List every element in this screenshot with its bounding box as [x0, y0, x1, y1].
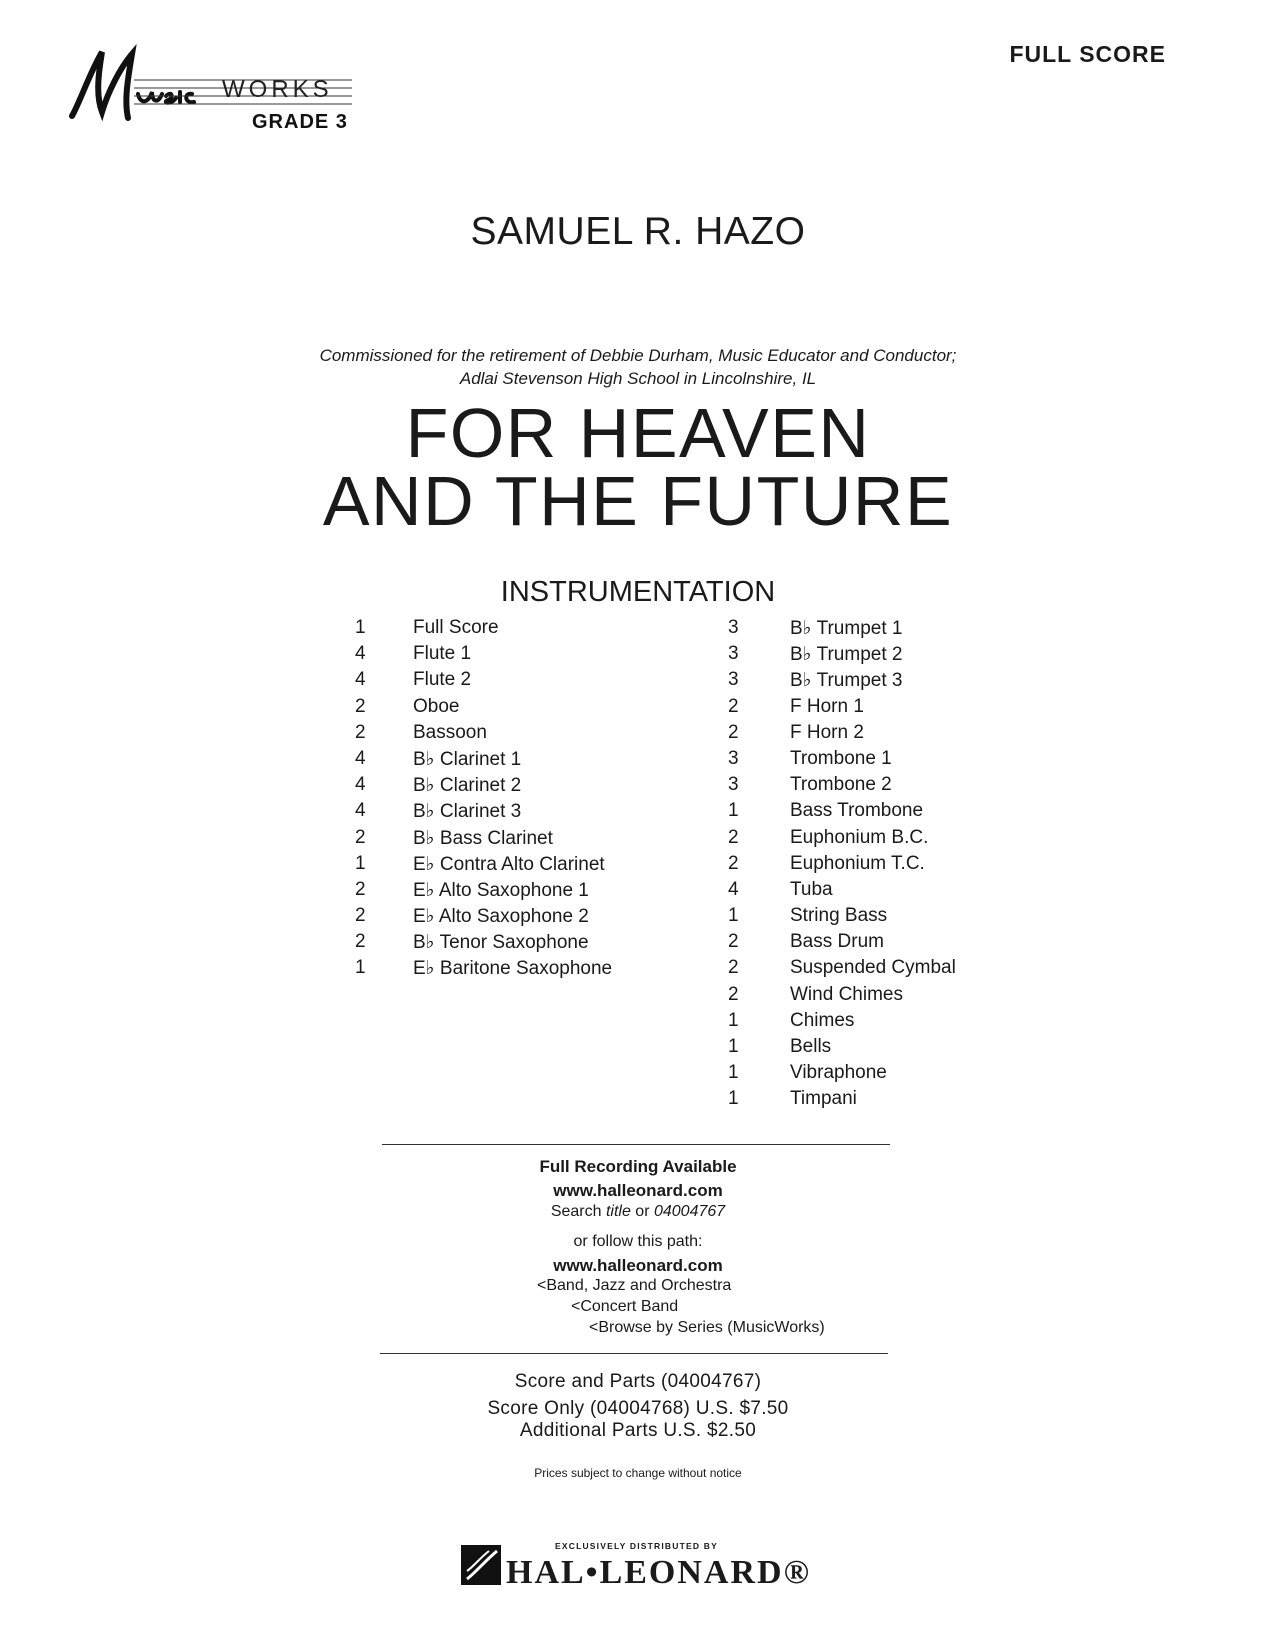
instrument-name: Wind Chimes	[790, 983, 903, 1005]
instrument-name: B♭ Tenor Saxophone	[413, 932, 589, 954]
instrument-count: 2	[728, 695, 739, 717]
instrument-count: 2	[355, 878, 366, 900]
instrument-count: 3	[728, 643, 739, 665]
instrument-name: B♭ Trumpet 1	[790, 618, 903, 639]
search-title: title	[605, 1203, 631, 1220]
instrument-count: 1	[728, 800, 739, 822]
instrument-count: 2	[355, 695, 366, 717]
instrument-name: Chimes	[790, 1009, 855, 1031]
piece-title-line: AND THE FUTURE	[322, 462, 954, 540]
instrument-name: Bells	[790, 1036, 832, 1057]
pricing-line: Score and Parts (04004767)	[514, 1371, 762, 1392]
instrument-name: Euphonium B.C.	[790, 826, 929, 848]
instrument-name: Timpani	[790, 1088, 857, 1110]
instrument-count: 1	[355, 852, 366, 874]
instrument-name: Trombone 2	[790, 774, 892, 796]
instrument-name: Oboe	[413, 695, 460, 717]
instrument-name: String Bass	[790, 905, 888, 927]
instrument-name: Flute 1	[413, 643, 472, 665]
instrument-count: 1	[355, 957, 366, 979]
instrument-name: B♭ Clarinet 1	[413, 748, 522, 770]
instrument-count: 2	[355, 826, 366, 848]
instrument-count: 1	[355, 617, 366, 638]
instrument-count: 1	[728, 1036, 739, 1057]
instrument-count: 2	[728, 931, 739, 953]
instrument-count: 4	[355, 669, 366, 691]
instrument-count: 2	[728, 957, 739, 979]
instrument-name: Full Score	[413, 617, 499, 638]
instrument-count: 1	[728, 1009, 739, 1031]
instrument-name: B♭ Trumpet 3	[790, 670, 903, 692]
divider	[380, 1353, 888, 1354]
dedication-line: Commissioned for the retirement of Debbie Durham, Music Educator and Conductor;	[319, 346, 957, 365]
instrument-count: 1	[728, 905, 739, 927]
instrument-name: Vibraphone	[790, 1062, 887, 1084]
instrument-count: 2	[728, 983, 739, 1005]
divider	[382, 1144, 890, 1145]
instrument-count: 4	[728, 878, 739, 900]
instrument-count: 2	[728, 852, 739, 874]
grade-label: GRADE 3	[252, 111, 348, 133]
instrument-name: Suspended Cymbal	[790, 957, 956, 979]
path-step: <Browse by Series (MusicWorks)	[589, 1319, 825, 1336]
instrument-count: 2	[355, 931, 366, 953]
composer-name: SAMUEL R. HAZO	[470, 210, 806, 253]
instrument-name: E♭ Contra Alto Clarinet	[413, 853, 605, 875]
instrument-name: F Horn 1	[790, 695, 864, 717]
instrument-count: 2	[728, 826, 739, 848]
instrument-count: 4	[355, 800, 366, 822]
instrument-name: Bassoon	[413, 721, 487, 743]
pricing-line: Additional Parts U.S. $2.50	[519, 1420, 757, 1441]
follow-path-label: or follow this path:	[573, 1233, 703, 1250]
instrument-count: 2	[355, 721, 366, 743]
instrument-name: Bass Trombone	[790, 800, 924, 822]
instrument-name: E♭ Alto Saxophone 2	[413, 906, 589, 928]
instrument-count: 3	[728, 774, 739, 796]
recording-url-link[interactable]: www.halleonard.com	[553, 1181, 723, 1200]
instrument-name: Tuba	[790, 878, 833, 900]
instrument-count: 2	[355, 905, 366, 927]
instrument-count: 3	[728, 747, 739, 769]
instrument-count: 4	[355, 747, 366, 769]
instrument-name: Trombone 1	[790, 747, 892, 769]
instrument-name: B♭ Clarinet 3	[413, 801, 522, 823]
dedication-line: Adlai Stevenson High School in Lincolnshire, IL	[459, 369, 817, 388]
instrument-count: 3	[728, 669, 739, 691]
path-step: <Concert Band	[571, 1298, 679, 1315]
instrument-count: 3	[728, 617, 739, 638]
publisher-name: HAL•LEONARD®	[506, 1554, 811, 1591]
instrument-name: Flute 2	[413, 669, 472, 691]
instrument-name: B♭ Bass Clarinet	[413, 827, 553, 849]
instrument-name: B♭ Clarinet 2	[413, 775, 522, 797]
instrument-count: 1	[728, 1088, 739, 1110]
logo-works-text: WORKS	[222, 76, 333, 103]
musicworks-logo	[62, 42, 362, 152]
distributed-by-label: EXCLUSIVELY DISTRIBUTED BY	[555, 1541, 718, 1551]
instrument-name: F Horn 2	[790, 721, 864, 743]
recording-search-hint	[0, 1203, 1276, 1221]
instrument-count: 1	[728, 1062, 739, 1084]
instrument-name: E♭ Baritone Saxophone	[413, 958, 613, 980]
instrument-name: Euphonium T.C.	[790, 852, 925, 874]
search-prefix: Search	[550, 1203, 606, 1220]
recording-title: Full Recording Available	[539, 1157, 737, 1176]
instrument-name: Bass Drum	[790, 931, 884, 953]
path-step: <Band, Jazz and Orchestra	[537, 1277, 732, 1294]
instrumentation-heading: INSTRUMENTATION	[500, 576, 776, 608]
piece-title-line: FOR HEAVEN	[405, 394, 871, 472]
instrument-name: E♭ Alto Saxophone 1	[413, 879, 589, 901]
prices-note: Prices subject to change without notice	[534, 1466, 742, 1480]
instrument-count: 2	[728, 721, 739, 743]
instrument-count: 4	[355, 643, 366, 665]
score-type-label: FULL SCORE	[1009, 41, 1166, 67]
path-url-link[interactable]: www.halleonard.com	[553, 1256, 723, 1275]
instrument-count: 4	[355, 774, 366, 796]
pricing-line: Score Only (04004768) U.S. $7.50	[487, 1398, 789, 1419]
search-mid: or	[630, 1203, 654, 1220]
search-code: 04004767	[653, 1203, 726, 1220]
instrument-name: B♭ Trumpet 2	[790, 644, 903, 666]
